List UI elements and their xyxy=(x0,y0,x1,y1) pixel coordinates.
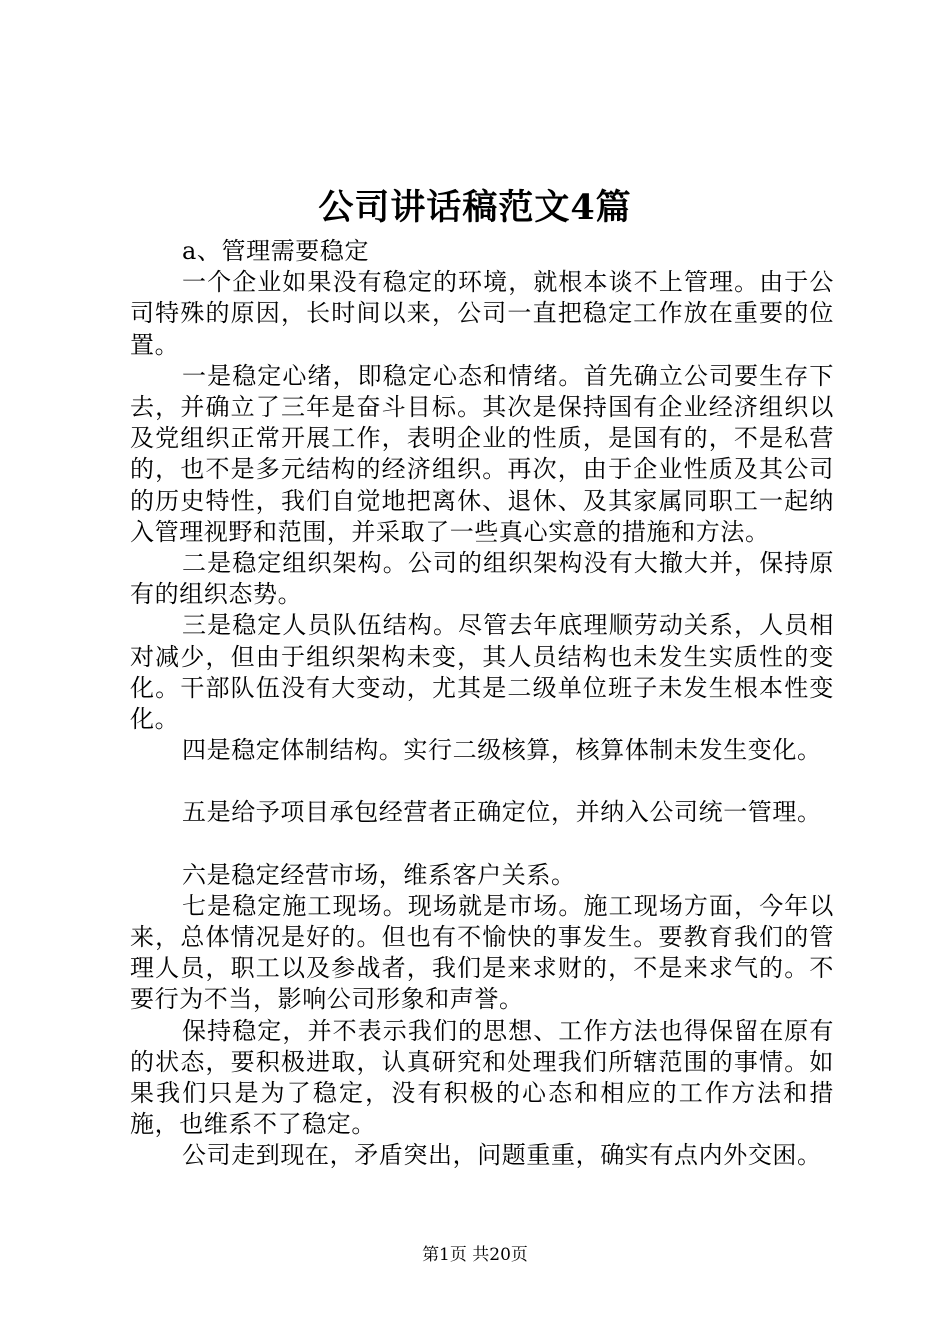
paragraph: 六是稳定经营市场，维系客户关系。 xyxy=(182,860,576,889)
paragraph: 公司走到现在，矛盾突出，问题重重，确实有点内外交困。 xyxy=(182,1141,822,1170)
paragraph: 保持稳定，并不表示我们的思想、工作方法也得保留在原有的状态，要积极进取，认真研究和处理我们所辖范围的事情。如果我们只是为了稳定，没有积极的心态和相应的工作方法和措施，也维系不了稳定。 xyxy=(130,1016,834,1139)
paragraph: 四是稳定体制结构。实行二级核算，核算体制未发生变化。 xyxy=(182,736,822,765)
paragraph: 一是稳定心绪，即稳定心态和情绪。首先确立公司要生存下去，并确立了三年是奋斗目标。其次是保持国有企业经济组织以及党组织正常开展工作，表明企业的性质，是国有的，不是私营的，也不是多元结构的经济组织。再次，由于企业性质及其公司的历史特性，我们自觉地把离休、退休、及其家属同职工一起纳入管理视野和范围，并采取了一些真心实意的措施和方法。 xyxy=(130,361,834,546)
document-body xyxy=(130,236,834,1172)
document-title: 公司讲话稿范文4篇 xyxy=(318,187,632,228)
section-heading: a、管理需要稳定 xyxy=(182,237,370,265)
page-number: 第1页 xyxy=(422,1245,467,1265)
paragraph: 二是稳定组织架构。公司的组织架构没有大撤大并，保持原有的组织态势。 xyxy=(130,549,834,609)
page-footer xyxy=(0,1244,950,1266)
page-total: 共20页 xyxy=(472,1245,528,1265)
paragraph: 三是稳定人员队伍结构。尽管去年底理顺劳动关系，人员相对减少，但由于组织架构未变，其人员结构也未发生实质性的变化。干部队伍没有大变动，尤其是二级单位班子未发生根本性变化。 xyxy=(130,611,834,734)
paragraph: 五是给予项目承包经营者正确定位，并纳入公司统一管理。 xyxy=(182,798,822,827)
paragraph: 一个企业如果没有稳定的环境，就根本谈不上管理。由于公司特殊的原因，长时间以来，公司一直把稳定工作放在重要的位置。 xyxy=(130,268,834,359)
paragraph: 七是稳定施工现场。现场就是市场。施工现场方面，今年以来，总体情况是好的。但也有不愉快的事发生。要教育我们的管理人员，职工以及参战者，我们是来求财的，不是来求气的。不要行为不当，影响公司形象和声誉。 xyxy=(130,891,834,1014)
